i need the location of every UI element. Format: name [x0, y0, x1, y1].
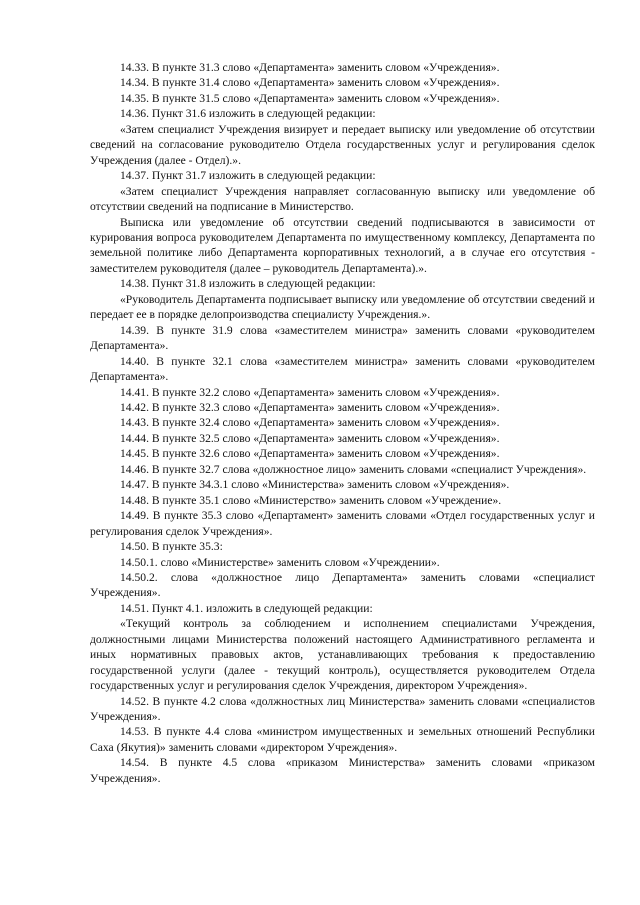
paragraph-14-47: 14.47. В пункте 34.3.1 слово «Министерства» заменить словом «Учреждения». — [120, 478, 510, 492]
paragraph-14-36-text: «Затем специалист Учреждения визирует и передает выписку или уведомление об отсутствии сведений на согласование руководителю Отдела государственных услуг и регулирования сделок Учреждения (далее - Отдел).». — [90, 122, 595, 167]
paragraph-14-35: 14.35. В пункте 31.5 слово «Департамента» заменить словом «Учреждения». — [120, 91, 500, 105]
paragraph-14-34: 14.34. В пункте 31.4 слово «Департамента» заменить словом «Учреждения». — [120, 76, 500, 90]
paragraph-14-48: 14.48. В пункте 35.1 слово «Министерство» заменить словом «Учреждение». — [120, 493, 502, 507]
paragraph-14-43: 14.43. В пункте 32.4 слово «Департамента» заменить словом «Учреждения». — [120, 416, 500, 430]
paragraph-14-51: 14.51. Пункт 4.1. изложить в следующей редакции: — [120, 601, 373, 615]
paragraph-14-36: 14.36. Пункт 31.6 изложить в следующей редакции: — [120, 107, 376, 121]
paragraph-14-50: 14.50. В пункте 35.3: — [120, 540, 223, 554]
paragraph-14-51-text: «Текущий контроль за соблюдением и исполнением специалистами Учреждения, должностными лицами Министерства положений настоящего Административного регламента и иных нормативных правовых актов, устанавливающих требования к предоставлению государственной услуги (далее - текущий контроль), осуществляется руководителем Отдела государственных услуг и регулирования сделок Учреждения, директором Учреждения». — [90, 617, 595, 693]
paragraph-14-33: 14.33. В пункте 31.3 слово «Департамента» заменить словом «Учреждения». — [120, 61, 500, 74]
paragraph-14-50-1: 14.50.1. слово «Министерстве» заменить словом «Учреждении». — [120, 555, 440, 569]
paragraph-14-49: 14.49. В пункте 35.3 слово «Департамент» заменить словами «Отдел государственных услуг и регулирования сделок Учреждения». — [90, 509, 595, 538]
paragraph-14-44: 14.44. В пункте 32.5 слово «Департамента» заменить словом «Учреждения». — [120, 431, 500, 445]
paragraph-14-40: 14.40. В пункте 32.1 слова «заместителем министра» заменить словами «руководителем Департамента». — [90, 354, 595, 384]
paragraph-14-45: 14.45. В пункте 32.6 слово «Департамента» заменить словом «Учреждения». — [120, 447, 500, 461]
paragraph-14-42: 14.42. В пункте 32.3 слово «Департамента» заменить словом «Учреждения». — [120, 400, 500, 414]
paragraph-14-37-text-2: Выписка или уведомление об отсутствии сведений подписываются в зависимости от курирования вопроса руководителем Департамента по имущественному комплексу, Департамента по земельной политике либо Департамента корпоративных технологий, а в случае его отсутствия - заместителем руководителя (далее – руководитель Департамента).». — [90, 215, 595, 275]
document-page — [90, 60, 595, 786]
paragraph-14-52: 14.52. В пункте 4.2 слова «должностных лиц Министерства» заменить словами «специалистов Учреждения». — [90, 694, 595, 724]
paragraph-14-41: 14.41. В пункте 32.2 слово «Департамента» заменить словом «Учреждения». — [120, 385, 500, 399]
paragraph-14-37-text: «Затем специалист Учреждения направляет согласованную выписку или уведомление об отсутствии сведений на подписание в Министерство. — [90, 184, 595, 214]
paragraph-14-37: 14.37. Пункт 31.7 изложить в следующей редакции: — [120, 169, 376, 183]
paragraph-14-54: 14.54. В пункте 4.5 слова «приказом Министерства» заменить словами «приказом Учреждения». — [90, 756, 595, 785]
paragraph-14-50-2: 14.50.2. слова «должностное лицо Департамента» заменить словами «специалист Учреждения». — [90, 570, 595, 600]
paragraph-14-53: 14.53. В пункте 4.4 слова «министром имущественных и земельных отношений Республики Саха (Якутия)» заменить словами «директором Учреждения». — [90, 725, 595, 754]
paragraph-14-46: 14.46. В пункте 32.7 слова «должностное лицо» заменить словами «специалист Учреждения». — [120, 462, 587, 476]
paragraph-14-38-text: «Руководитель Департамента подписывает выписку или уведомление об отсутствии сведений и передает ее в порядке делопроизводства специалисту Учреждения.». — [90, 292, 595, 322]
paragraph-14-39: 14.39. В пункте 31.9 слова «заместителем министра» заменить словами «руководителем Департамента». — [90, 323, 595, 353]
paragraph-14-38: 14.38. Пункт 31.8 изложить в следующей редакции: — [120, 277, 376, 291]
